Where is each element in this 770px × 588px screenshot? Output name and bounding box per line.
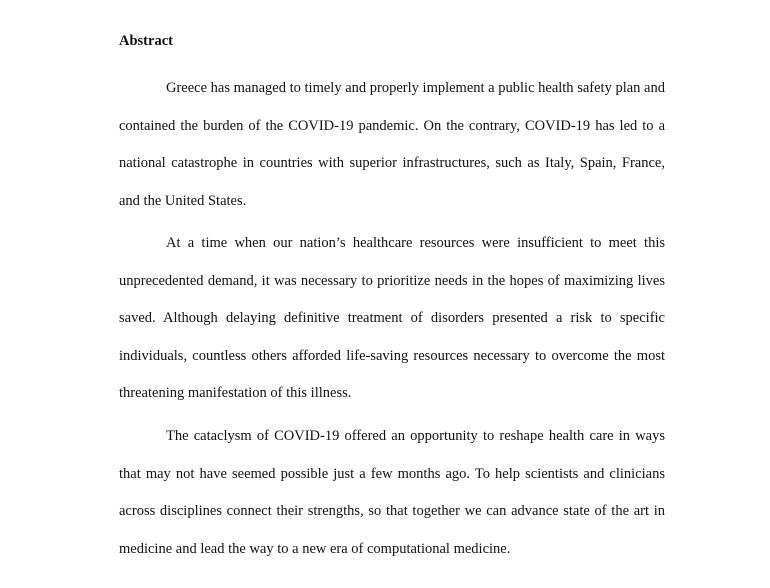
abstract-paragraph-2: At a time when our nation’s healthcare resources were insufficient to meet this unprecedented demand, it was necessary to prioritize needs in the hopes of maximizing lives saved. Although delaying definitive treatment of disorders presented a risk to specific individuals, countless others afforded life-saving resources necessary to overcome the most threatening manifestation of this illness. [119, 235, 665, 401]
abstract-paragraph-3: The cataclysm of COVID-19 offered an opportunity to reshape health care in ways that may not have seemed possible just a few months ago. To help scientists and clinicians across disciplines connect their strengths, so that together we can advance state of the art in medicine and lead the way to a new era of computational medicine. [119, 428, 665, 557]
abstract-heading: Abstract [119, 33, 173, 49]
abstract-paragraph-1: Greece has managed to timely and properly implement a public health safety plan and contained the burden of the COVID-19 pandemic. On the contrary, COVID-19 has led to a national catastrophe in countries with superior infrastructures, such as Italy, Spain, France, and the United States. [119, 80, 665, 209]
